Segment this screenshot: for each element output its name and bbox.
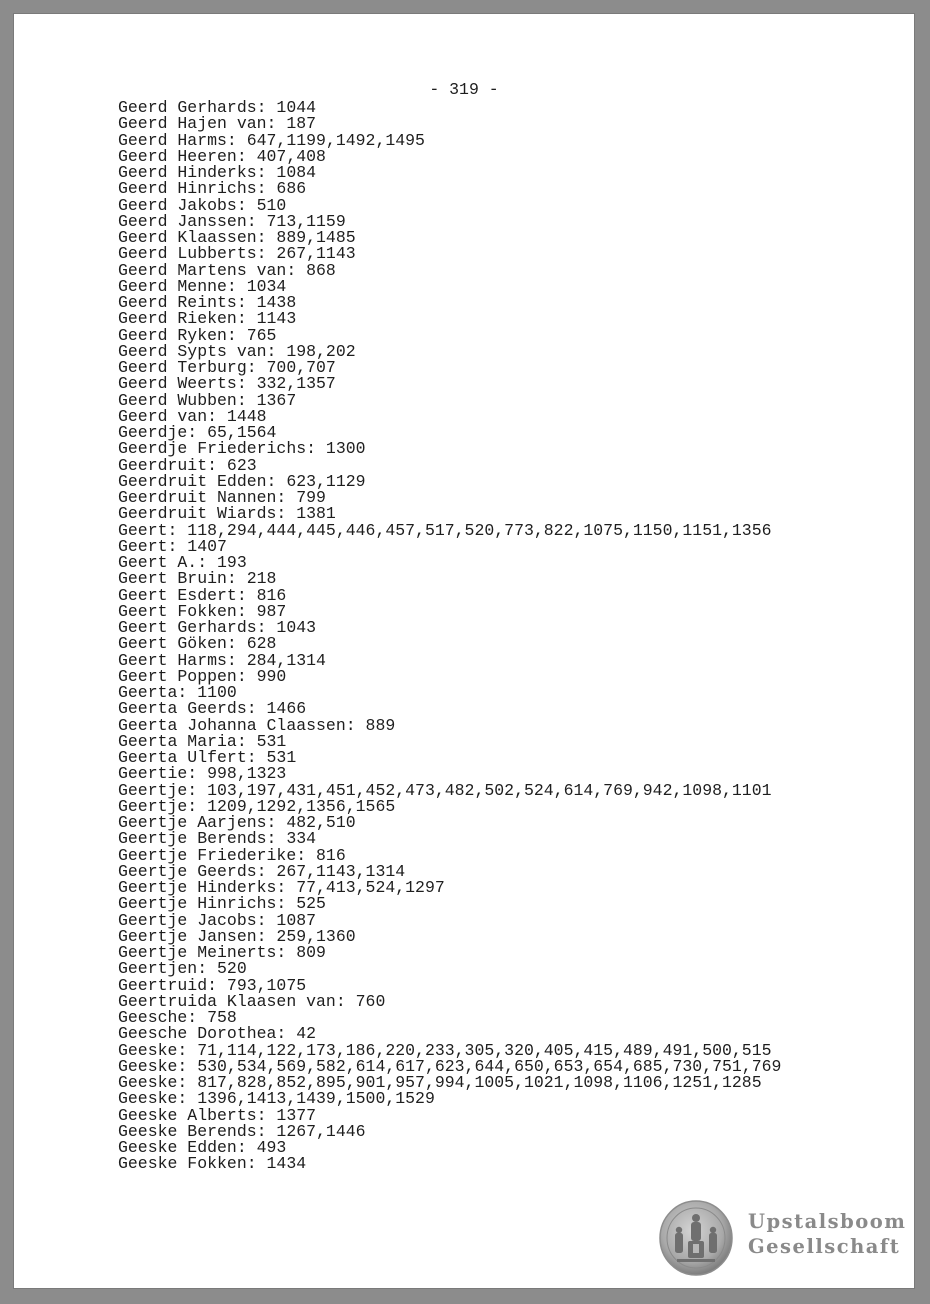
index-entry: Geeske Fokken: 1434 bbox=[118, 1154, 307, 1174]
index-entry: Geertje Geerds: 267,1143,1314 bbox=[118, 861, 406, 881]
index-entry: Geert: 1407 bbox=[118, 536, 227, 556]
brand-line-1: Upstalsboom bbox=[748, 1210, 907, 1233]
index-entry: Geerd Hinrichs: 686 bbox=[118, 179, 307, 199]
index-entry: Geertje Aarjens: 482,510 bbox=[118, 813, 356, 832]
index-entry: Geert Esdert: 816 bbox=[118, 585, 287, 605]
index-entry: Geert A.: 193 bbox=[118, 553, 247, 572]
index-entry: Geerta: 1100 bbox=[118, 683, 237, 702]
index-entry: Geerd Rieken: 1143 bbox=[118, 309, 297, 329]
index-entry: Geert Göken: 628 bbox=[118, 634, 277, 654]
index-entry: Geerd Gerhards: 1044 bbox=[118, 98, 317, 117]
index-entry: Geeske Alberts: 1377 bbox=[118, 1105, 317, 1125]
index-entry: Geert: 118,294,444,445,446,457,517,520,773,822,1075,1150,1151,1356 bbox=[118, 520, 772, 540]
index-entry: Geerd Terburg: 700,707 bbox=[118, 358, 336, 377]
index-entry: Geert Poppen: 990 bbox=[118, 666, 287, 686]
index-entry: Geerdruit: 623 bbox=[118, 455, 257, 475]
index-entry: Geerd Harms: 647,1199,1492,1495 bbox=[118, 130, 425, 150]
brand-line-2: Gesellschaft bbox=[748, 1235, 901, 1258]
index-entry: Geerdruit Nannen: 799 bbox=[118, 488, 326, 507]
seal-icon bbox=[658, 1199, 734, 1277]
index-entry: Geerdje Friederichs: 1300 bbox=[118, 439, 366, 459]
index-entry: Geerd Sypts van: 198,202 bbox=[118, 341, 356, 361]
index-entry: Geerd van: 1448 bbox=[118, 406, 267, 426]
document-page bbox=[14, 14, 914, 1288]
index-entry: Geerd Hinderks: 1084 bbox=[118, 163, 317, 182]
index-entry: Geerta Geerds: 1466 bbox=[118, 699, 307, 719]
index-entry: Geerd Menne: 1034 bbox=[118, 276, 287, 296]
index-entry: Geerta Johanna Claassen: 889 bbox=[118, 715, 396, 735]
index-entry: Geeske: 817,828,852,895,901,957,994,1005,1021,1098,1106,1251,1285 bbox=[118, 1073, 762, 1092]
index-entry: Geeske: 71,114,122,173,186,220,233,305,320,405,415,489,491,500,515 bbox=[118, 1040, 772, 1060]
index-entry: Geesche Dorothea: 42 bbox=[118, 1024, 317, 1044]
index-entry: Geeske: 1396,1413,1439,1500,1529 bbox=[118, 1089, 435, 1109]
index-entry: Geert Gerhards: 1043 bbox=[118, 618, 317, 637]
index-entry: Geerd Wubben: 1367 bbox=[118, 390, 297, 410]
index-entry-list bbox=[118, 100, 781, 1173]
brand-name bbox=[748, 1209, 906, 1259]
upstalsboom-logo bbox=[658, 1199, 908, 1277]
index-entry: Geertie: 998,1323 bbox=[118, 764, 287, 784]
index-entry: Geertruida Klaasen van: 760 bbox=[118, 991, 386, 1011]
index-entry: Geeske Berends: 1267,1446 bbox=[118, 1121, 366, 1141]
index-entry: Geertje Hinderks: 77,413,524,1297 bbox=[118, 878, 445, 897]
index-entry: Geeske: 530,534,569,582,614,617,623,644,650,653,654,685,730,751,769 bbox=[118, 1056, 782, 1076]
index-entry: Geerd Martens van: 868 bbox=[118, 260, 336, 280]
index-entry: Geerd Ryken: 765 bbox=[118, 325, 277, 345]
index-entry: Geert Harms: 284,1314 bbox=[118, 650, 326, 670]
index-entry: Geerd Hajen van: 187 bbox=[118, 114, 317, 134]
index-entry: Geertruid: 793,1075 bbox=[118, 975, 307, 995]
index-entry: Geertje Jansen: 259,1360 bbox=[118, 926, 356, 946]
index-entry: Geert Fokken: 987 bbox=[118, 601, 287, 621]
index-entry: Geerd Reints: 1438 bbox=[118, 293, 297, 312]
index-entry: Geerd Weerts: 332,1357 bbox=[118, 374, 336, 394]
index-entry: Geert Bruin: 218 bbox=[118, 569, 277, 589]
index-entry: Geerdje: 65,1564 bbox=[118, 423, 277, 442]
index-entry: Geerd Klaassen: 889,1485 bbox=[118, 228, 356, 247]
index-entry: Geerdruit Wiards: 1381 bbox=[118, 504, 336, 524]
index-entry: Geeske Edden: 493 bbox=[118, 1138, 287, 1157]
index-entry: Geertje Jacobs: 1087 bbox=[118, 910, 317, 930]
index-entry: Geertje Berends: 334 bbox=[118, 829, 317, 849]
index-entry: Geertje: 103,197,431,451,452,473,482,502,524,614,769,942,1098,1101 bbox=[118, 780, 772, 800]
index-entry: Geerd Janssen: 713,1159 bbox=[118, 211, 346, 231]
index-entry: Geertje: 1209,1292,1356,1565 bbox=[118, 796, 396, 816]
index-entry: Geerd Lubberts: 267,1143 bbox=[118, 244, 356, 264]
index-entry: Geerta Maria: 531 bbox=[118, 731, 287, 751]
index-entry: Geerdruit Edden: 623,1129 bbox=[118, 471, 366, 491]
index-entry: Geertjen: 520 bbox=[118, 959, 247, 979]
index-entry: Geesche: 758 bbox=[118, 1008, 237, 1027]
index-entry: Geertje Meinerts: 809 bbox=[118, 943, 326, 962]
index-entry: Geerd Heeren: 407,408 bbox=[118, 146, 326, 166]
page-number: - 319 - bbox=[429, 80, 499, 99]
index-entry: Geertje Hinrichs: 525 bbox=[118, 894, 326, 914]
index-entry: Geerta Ulfert: 531 bbox=[118, 748, 297, 767]
index-entry: Geerd Jakobs: 510 bbox=[118, 195, 287, 215]
index-entry: Geertje Friederike: 816 bbox=[118, 845, 346, 865]
